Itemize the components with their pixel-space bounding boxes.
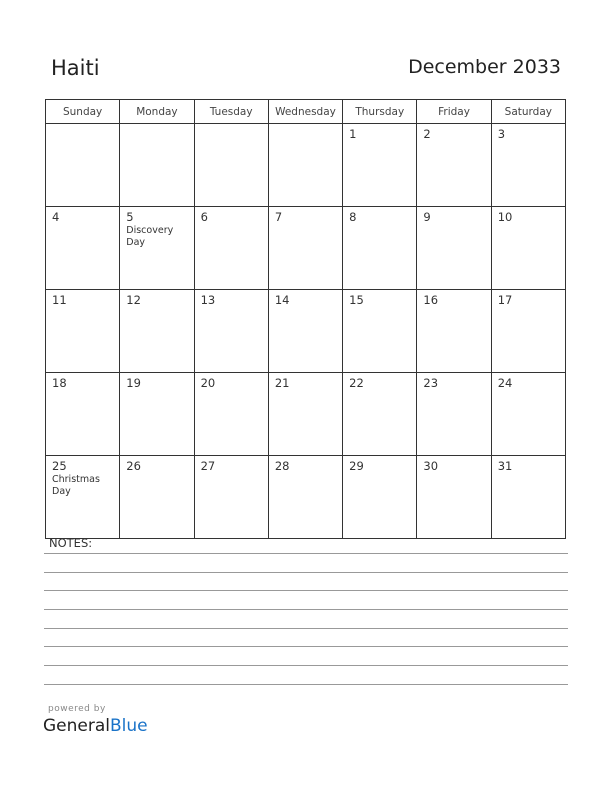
- day-cell: [268, 290, 342, 373]
- day-cell: [46, 290, 120, 373]
- note-line: [44, 553, 568, 554]
- note-line: [44, 609, 568, 610]
- day-cell: [46, 207, 120, 290]
- day-number: 15: [349, 293, 364, 307]
- calendar-grid: [45, 99, 566, 539]
- day-number: 1: [349, 127, 357, 141]
- day-cell: [491, 373, 565, 456]
- note-line: [44, 646, 568, 647]
- day-number: 12: [126, 293, 141, 307]
- day-cell: [343, 124, 417, 207]
- day-number: 27: [200, 459, 216, 473]
- day-cell: [46, 373, 120, 456]
- day-cell: [120, 290, 194, 373]
- weekday-header: Monday: [120, 100, 194, 124]
- powered-by-text: powered by: [48, 704, 106, 714]
- day-number: 23: [423, 376, 439, 390]
- day-cell: [120, 207, 194, 290]
- day-number: 2: [423, 127, 431, 141]
- day-cell: [417, 290, 491, 373]
- weekday-header: Friday: [417, 100, 491, 124]
- notes-label: NOTES:: [49, 536, 93, 550]
- day-cell: [120, 456, 194, 539]
- day-cell: [343, 207, 417, 290]
- note-line: [44, 590, 568, 591]
- day-cell: [491, 456, 565, 539]
- day-number: 20: [200, 376, 216, 390]
- day-number: 30: [423, 459, 439, 473]
- note-line: [44, 628, 568, 629]
- day-number: 8: [349, 210, 357, 224]
- weekday-header: Thursday: [343, 100, 417, 124]
- day-cell: [417, 456, 491, 539]
- brand-part-general: General: [43, 716, 110, 736]
- day-number: 5: [126, 210, 134, 224]
- day-cell: [194, 207, 268, 290]
- day-number: 22: [349, 376, 364, 390]
- day-cell: [343, 456, 417, 539]
- day-number: 7: [274, 210, 283, 224]
- day-number: 6: [200, 210, 208, 224]
- weekday-header: Tuesday: [194, 100, 268, 124]
- day-cell: [194, 290, 268, 373]
- day-number: 18: [52, 376, 67, 390]
- brand-part-blue: Blue: [110, 716, 148, 736]
- day-cell: [194, 124, 268, 207]
- day-number: 29: [349, 459, 364, 473]
- day-number: 4: [52, 210, 60, 224]
- day-number: 31: [497, 459, 513, 473]
- day-cell: [417, 207, 491, 290]
- day-cell: [343, 290, 417, 373]
- week-row: [46, 456, 566, 539]
- day-cell: [268, 124, 342, 207]
- weekday-header: Wednesday: [268, 100, 342, 124]
- day-cell: [491, 124, 565, 207]
- day-cell: [268, 373, 342, 456]
- country-title: Haiti: [51, 56, 100, 80]
- day-number: 14: [274, 293, 290, 307]
- week-row: [46, 207, 566, 290]
- day-cell: [268, 456, 342, 539]
- day-cell: [268, 207, 342, 290]
- day-cell: [46, 456, 120, 539]
- day-number: 13: [200, 293, 216, 307]
- day-cell: [417, 124, 491, 207]
- day-cell: [194, 456, 268, 539]
- day-cell: [343, 373, 417, 456]
- week-row: [46, 290, 566, 373]
- brand-logo[interactable]: [43, 716, 148, 736]
- week-row: [46, 124, 566, 207]
- day-number: 25: [52, 459, 67, 473]
- weekday-header: Sunday: [46, 100, 120, 124]
- day-number: 21: [274, 376, 290, 390]
- day-number: 19: [126, 376, 141, 390]
- day-number: 26: [126, 459, 141, 473]
- day-number: 10: [497, 210, 513, 224]
- day-cell: [194, 373, 268, 456]
- day-number: 11: [52, 293, 67, 307]
- day-number: 16: [423, 293, 439, 307]
- day-number: 28: [274, 459, 290, 473]
- day-cell: [46, 124, 120, 207]
- weekday-header-row: [46, 100, 566, 124]
- holiday-label: Christmas Day: [52, 474, 100, 497]
- day-cell: [120, 124, 194, 207]
- day-cell: [417, 373, 491, 456]
- note-line: [44, 572, 568, 573]
- week-row: [46, 373, 566, 456]
- day-cell: [491, 290, 565, 373]
- day-number: 9: [423, 210, 431, 224]
- day-number: 17: [497, 293, 513, 307]
- holiday-label: Discovery Day: [126, 225, 174, 248]
- day-cell: [120, 373, 194, 456]
- day-number: 24: [497, 376, 513, 390]
- note-line: [44, 665, 568, 666]
- weekday-header: Saturday: [491, 100, 565, 124]
- day-cell: [491, 207, 565, 290]
- note-line: [44, 684, 568, 685]
- month-year-title: December 2033: [408, 56, 561, 78]
- day-number: 3: [497, 127, 506, 141]
